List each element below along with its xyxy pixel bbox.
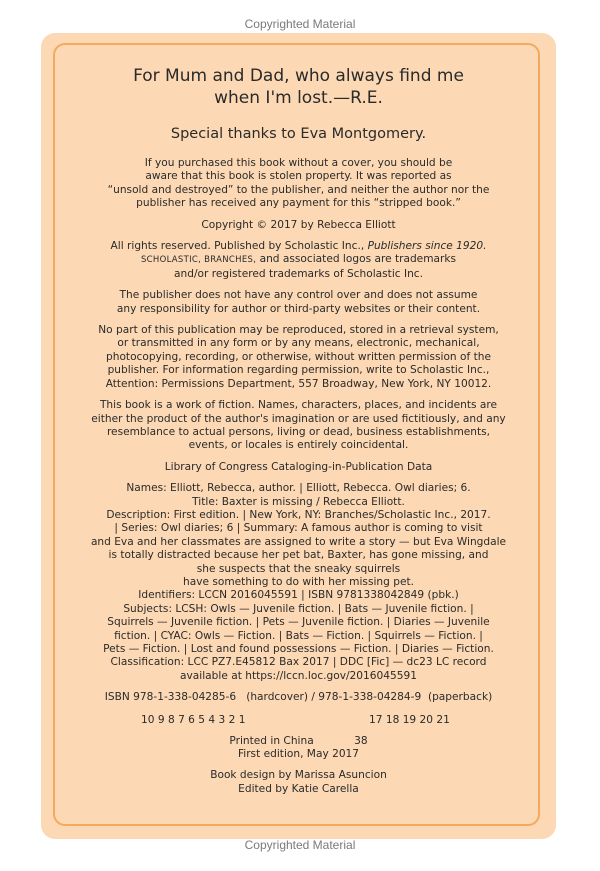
printed-in: Printed in China 38 [229,734,368,747]
cip-line: Pets — Fiction. | Lost and found possessions — Fiction. | Diaries — Fiction. [103,643,494,655]
printing-info [55,735,542,762]
rights-line: and/or registered trademarks of Scholastic Inc. [174,267,423,280]
panel-border [53,43,540,826]
cip-heading: Library of Congress Cataloging-in-Publication Data [164,460,433,473]
copyright-page-panel [41,33,556,839]
credits [55,769,542,796]
fiction-disclaimer [55,399,542,453]
printing-numbers [55,713,542,727]
editor-credit: Edited by Katie Carella [238,782,359,795]
cip-line: Names: Elliott, Rebecca, author. | Elliott, Rebecca. Owl diaries; 6. [126,482,471,495]
page-content [55,65,542,804]
cip-record [55,482,542,683]
cip-line: available at https://lccn.loc.gov/2016045591 [180,669,417,682]
edition-line: First edition, May 2017 [237,748,360,761]
rights-notice [55,240,542,281]
notice-line: This book is a work of fiction. Names, characters, places, and incidents are [99,399,498,412]
stripped-book-notice [55,157,542,211]
watermark-top: Copyrighted Material [244,17,356,31]
control-notice [55,289,542,316]
notice-line: events, or locales is entirely coincidental. [188,439,409,452]
notice-line: any responsibility for author or third-party websites or their content. [116,302,481,315]
notice-line: No part of this publication may be reproduced, stored in a retrieval system, [98,324,499,337]
print-run-numbers: 10 9 8 7 6 5 4 3 2 1 [141,713,246,726]
dedication [55,65,542,109]
cip-line: have something to do with her missing pet. [182,575,414,588]
cip-line: Squirrels — Juvenile fiction. | Pets — Juvenile fiction. | Diaries — Juvenile [107,616,490,629]
dedication-line: when I'm lost.—R.E. [214,88,383,108]
copyright-line: Copyright © 2017 by Rebecca Elliott [201,218,396,231]
notice-line: photocopying, recording, or otherwise, without written permission of the [106,350,491,363]
special-thanks: Special thanks to Eva Montgomery. [170,126,427,142]
rights-text: All rights reserved. Published by Scholastic Inc., [110,240,368,253]
cip-line: Subjects: LCSH: Owls — Juvenile fiction. | Bats — Juvenile fiction. | [123,602,474,615]
notice-line: either the product of the author's imagination or are used fictitiously, and any [91,412,506,425]
watermark-bottom: Copyrighted Material [244,838,356,852]
notice-line: aware that this book is stolen property. It was reported as [145,170,452,183]
cip-line: Classification: LCC PZ7.E45812 Bax 2017 | DDC [Fic] — dc23 LC record [110,656,487,669]
rights-line [55,253,542,267]
notice-line: or transmitted in any form or by any means, electronic, mechanical, [117,337,480,350]
notice-line: The publisher does not have any control over and does not assume [119,289,478,302]
rights-text: and associated logos are trademarks [256,253,457,266]
reproduction-notice [55,324,542,391]
notice-line: publisher has received any payment for this “stripped book.” [136,197,461,210]
dedication-line: For Mum and Dad, who always find me [133,66,464,86]
cip-line: Title: Baxter is missing / Rebecca Elliott. [192,495,405,508]
rights-line [55,240,542,253]
isbn-line: ISBN 978-1-338-04285-6 (hardcover) / 978-1-338-04284-9 (paperback) [104,691,493,704]
cip-line: fiction. | CYAC: Owls — Fiction. | Bats — Fiction. | Squirrels — Fiction. | [114,629,483,642]
cip-line: Identifiers: LCCN 2016045591 | ISBN 9781338042849 (pbk.) [138,589,459,602]
cip-line: and Eva and her classmates are assigned to write a story — but Eva Wingdale [90,535,507,548]
cip-line: | Series: Owl diaries; 6 | Summary: A famous author is coming to visit [114,522,483,535]
notice-line: “unsold and destroyed” to the publisher, and neither the author nor the [107,183,490,196]
notice-line: If you purchased this book without a cover, you should be [144,157,453,169]
trademark-names: SCHOLASTIC, BRANCHES, [140,255,257,266]
cip-line: is totally distracted because her pet bat, Baxter, has gone missing, and [108,549,489,562]
publisher-motto: Publishers since 1920. [367,240,487,253]
cip-line: Description: First edition. | New York, NY: Branches/Scholastic Inc., 2017. [106,508,491,521]
book-design-credit: Book design by Marissa Asuncion [210,769,387,782]
notice-line: resemblance to actual persons, living or dead, business establishments, [106,425,491,438]
cip-line: she suspects that the sneaky squirrels [196,562,401,575]
notice-line: Attention: Permissions Department, 557 Broadway, New York, NY 10012. [105,377,492,390]
print-year-numbers: 17 18 19 20 21 [369,713,450,726]
notice-line: publisher. For information regarding permission, write to Scholastic Inc., [107,364,490,377]
